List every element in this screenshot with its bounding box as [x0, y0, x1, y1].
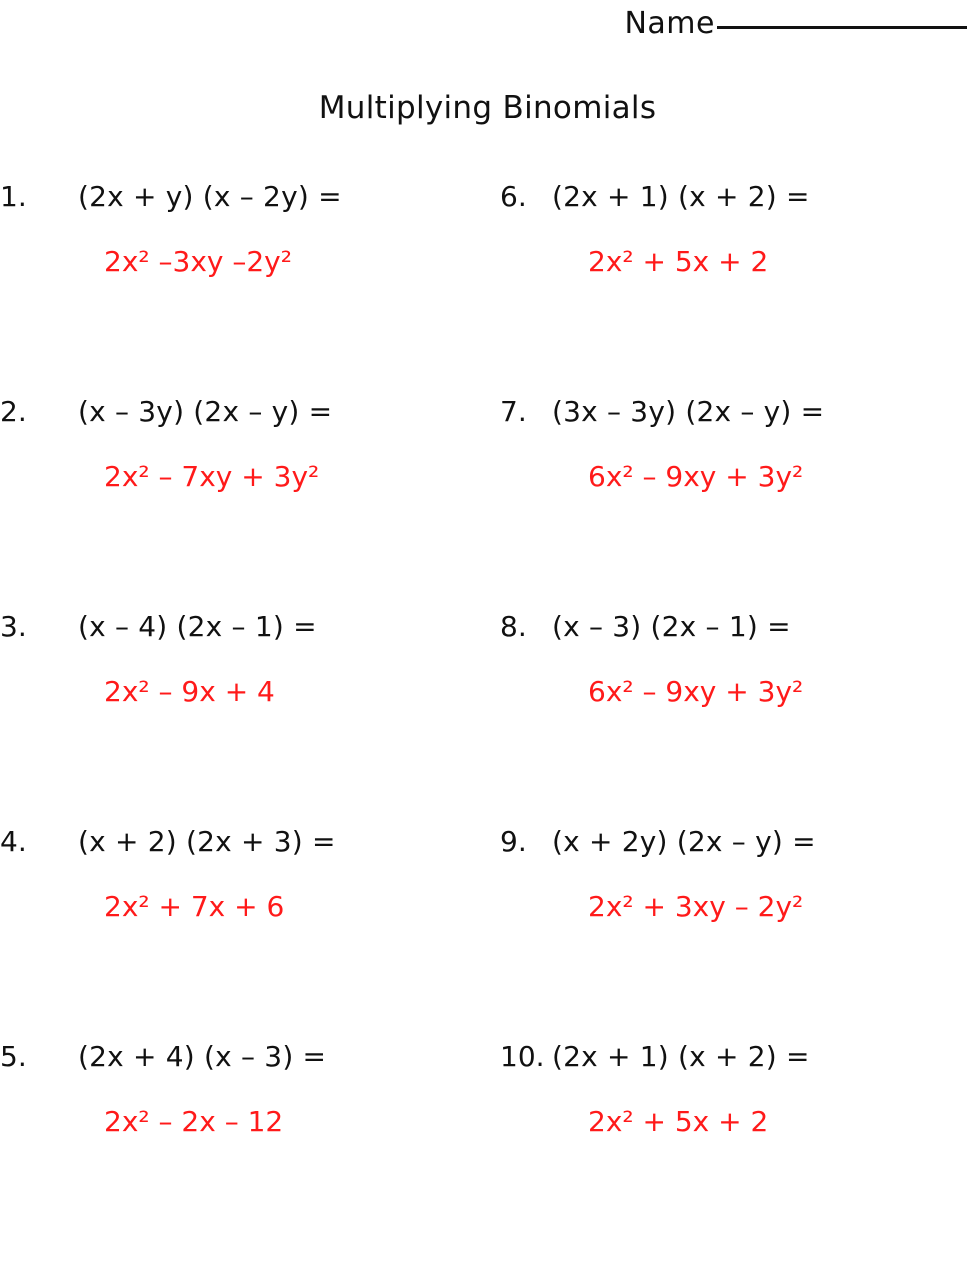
- problem-question: (x – 4) (2x – 1) =: [78, 610, 317, 643]
- problem-answer: 2x² + 7x + 6: [104, 890, 285, 923]
- page-title: Multiplying Binomials: [318, 90, 657, 126]
- problem-item: [0, 600, 500, 815]
- problem-item: [500, 170, 975, 385]
- problem-item: [500, 600, 975, 815]
- problem-answer: 2x² – 9x + 4: [104, 675, 275, 708]
- problem-question: (2x + 1) (x + 2) =: [552, 1040, 810, 1073]
- problem-question: (x – 3y) (2x – y) =: [78, 395, 333, 428]
- problem-number: 10.: [500, 1040, 545, 1073]
- name-field-row: [624, 6, 967, 41]
- problem-item: [500, 815, 975, 1030]
- name-input-line[interactable]: [717, 25, 967, 29]
- problem-number: 3.: [0, 610, 27, 643]
- problem-item: [0, 815, 500, 1030]
- problem-number: 4.: [0, 825, 27, 858]
- problem-item: [0, 170, 500, 385]
- problem-number: 1.: [0, 180, 27, 213]
- problem-grid: [0, 170, 975, 1245]
- problem-number: 7.: [500, 395, 527, 428]
- name-label: Name: [624, 6, 715, 41]
- problem-question: (3x – 3y) (2x – y) =: [552, 395, 825, 428]
- problem-answer: 2x² –3xy –2y²: [104, 245, 292, 278]
- problem-question: (2x + y) (x – 2y) =: [78, 180, 342, 213]
- problem-item: [500, 385, 975, 600]
- problem-question: (2x + 1) (x + 2) =: [552, 180, 810, 213]
- problem-answer: 6x² – 9xy + 3y²: [588, 675, 804, 708]
- problem-item: [0, 1030, 500, 1245]
- problem-answer: 2x² + 3xy – 2y²: [588, 890, 804, 923]
- problem-answer: 2x² – 2x – 12: [104, 1105, 284, 1138]
- problem-question: (x + 2) (2x + 3) =: [78, 825, 336, 858]
- problem-answer: 2x² + 5x + 2: [588, 1105, 769, 1138]
- problem-number: 5.: [0, 1040, 27, 1073]
- problem-question: (x – 3) (2x – 1) =: [552, 610, 791, 643]
- problem-answer: 6x² – 9xy + 3y²: [588, 460, 804, 493]
- problem-item: [500, 1030, 975, 1245]
- problem-item: [0, 385, 500, 600]
- problem-answer: 2x² + 5x + 2: [588, 245, 769, 278]
- problem-number: 8.: [500, 610, 527, 643]
- problem-answer: 2x² – 7xy + 3y²: [104, 460, 320, 493]
- problem-number: 6.: [500, 180, 527, 213]
- problem-question: (x + 2y) (2x – y) =: [552, 825, 816, 858]
- problem-number: 9.: [500, 825, 527, 858]
- problem-number: 2.: [0, 395, 27, 428]
- problem-question: (2x + 4) (x – 3) =: [78, 1040, 327, 1073]
